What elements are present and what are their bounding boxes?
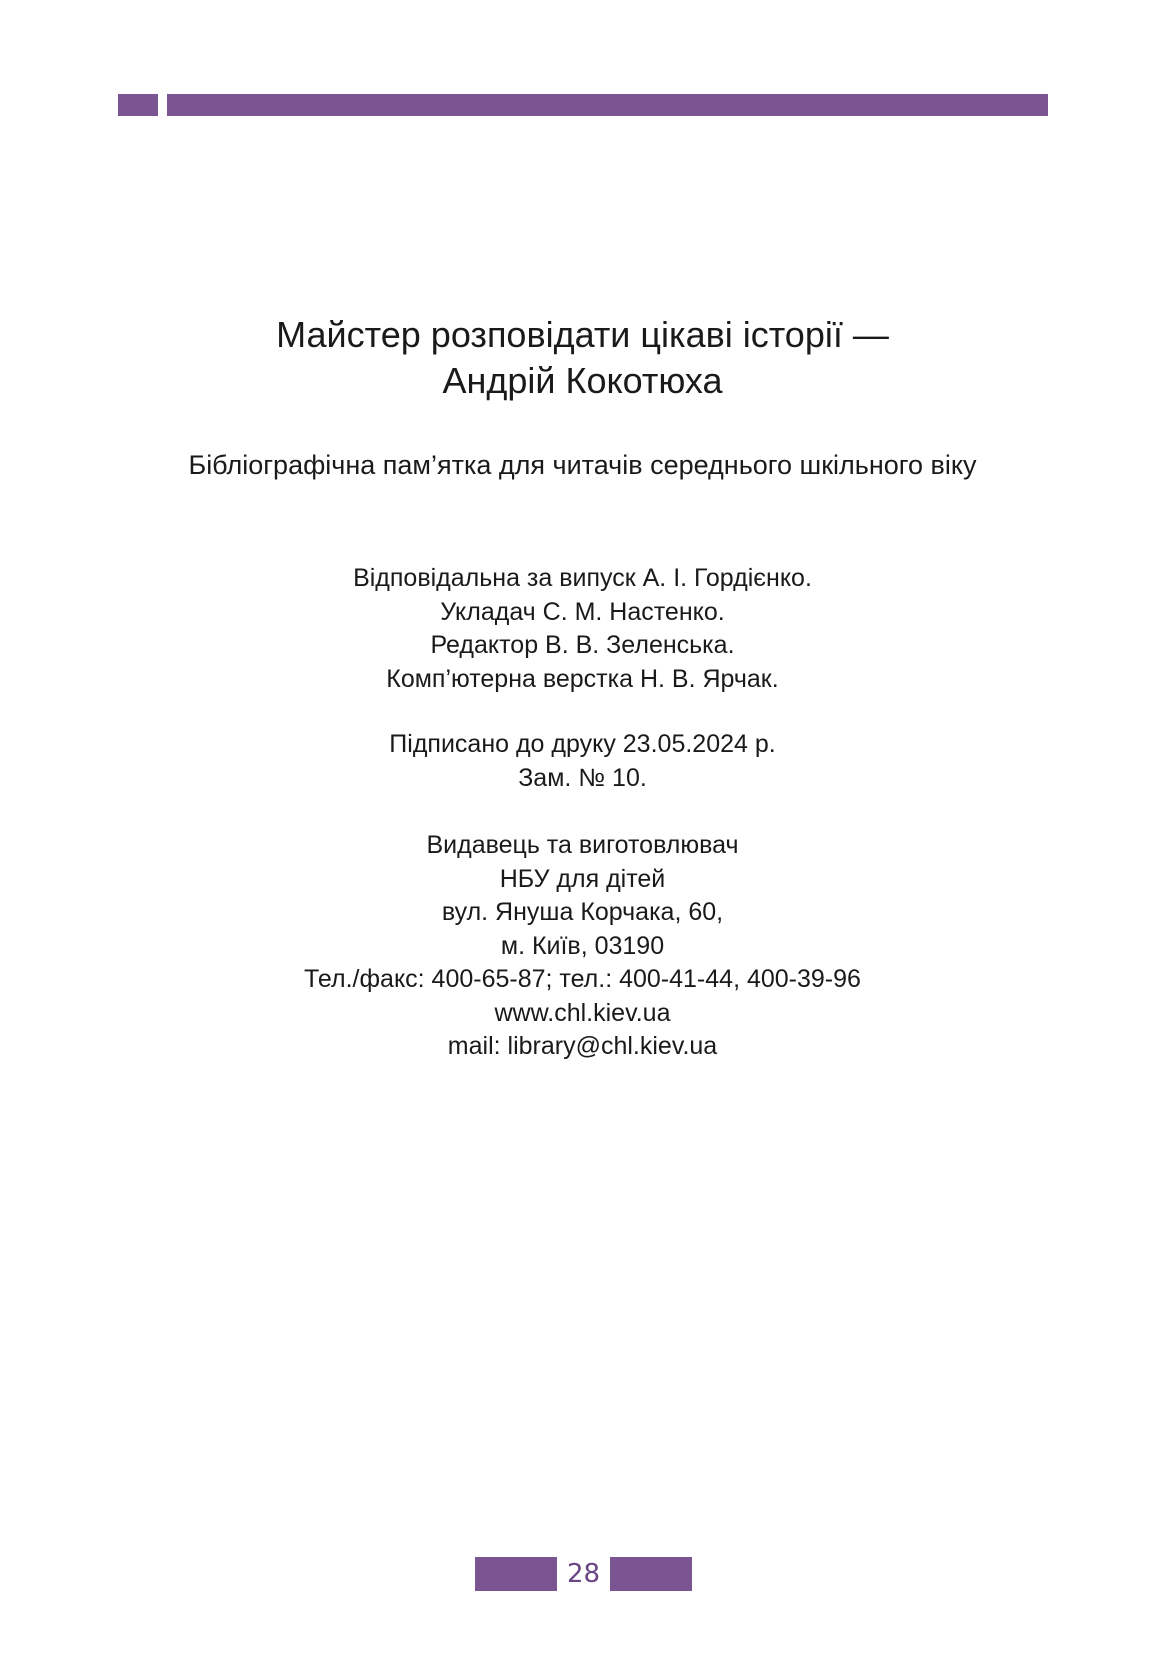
title-line-2: Андрій Кокотюха: [442, 360, 723, 401]
publisher-website: www.chl.kiev.ua: [494, 998, 671, 1027]
publisher-street: вул. Януша Корчака, 60,: [441, 898, 724, 926]
print-info-block: [0, 728, 1165, 795]
page-number: 28: [566, 1559, 601, 1589]
header-decor-bar: [167, 94, 1048, 116]
header-decor-small: [118, 94, 158, 116]
publisher-heading: Видавець та виготовлювач: [426, 831, 739, 859]
credit-compiler: Укладач С. М. Настенко.: [440, 597, 725, 626]
credit-editor: Редактор В. В. Зеленська.: [430, 631, 735, 659]
publisher-name: НБУ для дітей: [499, 864, 666, 893]
title-line-1: Майстер розповідати цікаві історії —: [276, 314, 889, 355]
credits-block: [0, 562, 1165, 696]
print-order-number: Зам. № 10.: [518, 763, 647, 792]
print-signed-date: Підписано до друку 23.05.2024 р.: [389, 730, 776, 758]
footer-decor-right: [610, 1557, 692, 1591]
publisher-block: [0, 829, 1165, 1064]
credit-layout: Комп’ютерна верстка Н. В. Ярчак.: [386, 664, 779, 693]
publisher-email: mail: library@chl.kiev.ua: [447, 1032, 718, 1060]
credit-responsible: Відповідальна за випуск А. І. Гордієнко.: [353, 564, 812, 592]
publisher-phones: Тел./факс: 400-65-87; тел.: 400-41-44, 400-39-96: [304, 965, 861, 993]
document-title: [0, 312, 1165, 404]
publisher-city: м. Київ, 03190: [500, 931, 665, 960]
document-subtitle: Бібліографічна пам’ятка для читачів середнього шкільного віку: [188, 450, 977, 480]
footer-decor-left: [475, 1557, 557, 1591]
